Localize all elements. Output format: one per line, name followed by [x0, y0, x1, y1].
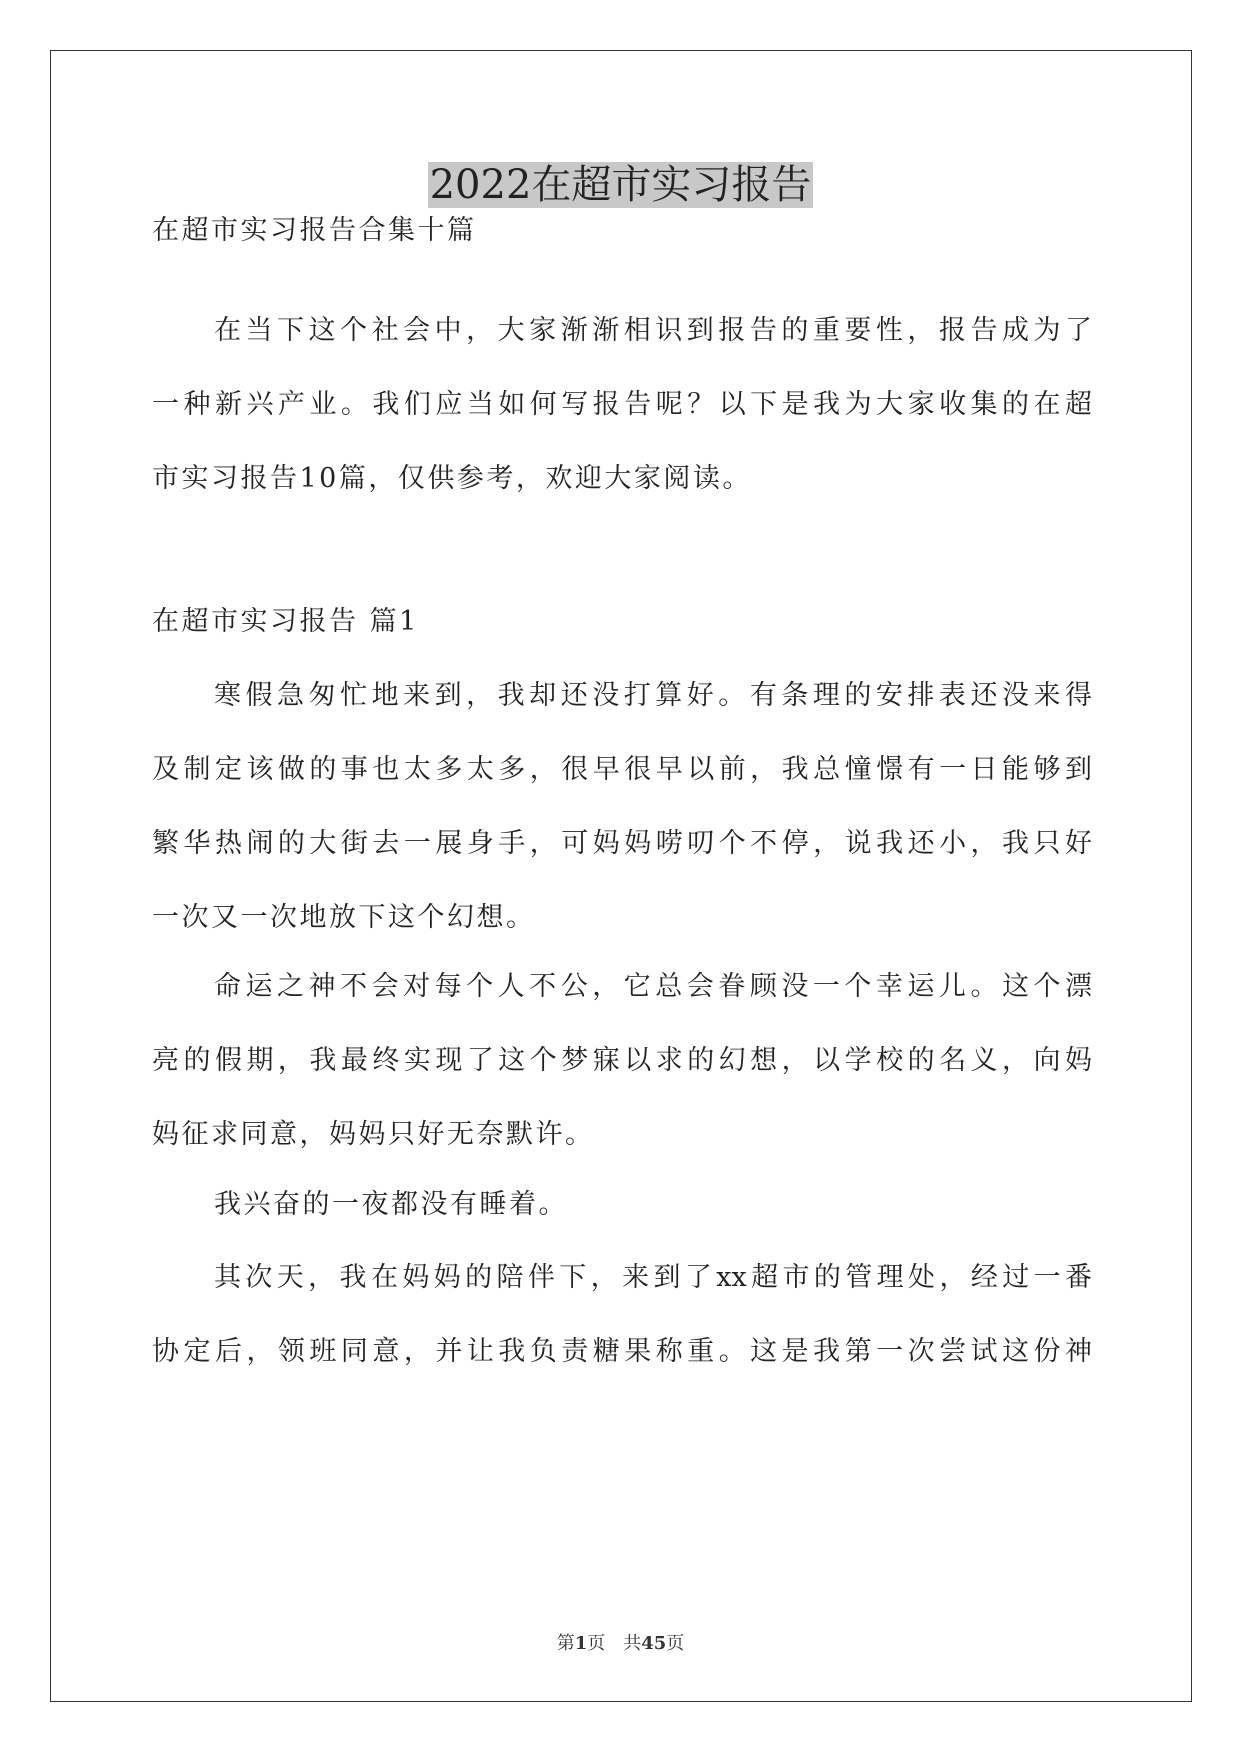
page-total: 45 — [641, 1633, 667, 1654]
paragraph-line: 繁华热闹的大街去一展身手，可妈妈唠叨个不停，说我还小，我只好 — [152, 828, 1092, 859]
page-mid: 页 共 — [587, 1633, 642, 1654]
intro-line: 一种新兴产业。我们应当如何写报告呢？以下是我为大家收集的在超 — [152, 389, 1092, 420]
intro-line: 市实习报告10篇，仅供参考，欢迎大家阅读。 — [152, 463, 752, 494]
page-border — [50, 50, 1192, 1702]
paragraph-line: 及制定该做的事也太多太多，很早很早以前，我总憧憬有一日能够到 — [152, 754, 1092, 785]
paragraph-line: 协定后，领班同意，并让我负责糖果称重。这是我第一次尝试这份神 — [152, 1336, 1092, 1367]
document-subtitle: 在超市实习报告合集十篇 — [152, 215, 477, 246]
page-current: 1 — [574, 1633, 588, 1654]
paragraph-line: 其次天，我在妈妈的陪伴下，来到了xx超市的管理处，经过一番 — [214, 1262, 1092, 1293]
paragraph-line: 我兴奋的一夜都没有睡着。 — [214, 1189, 568, 1220]
paragraph-line: 一次又一次地放下这个幻想。 — [152, 902, 536, 933]
page-footer — [0, 1631, 1241, 1657]
paragraph-line: 亮的假期，我最终实现了这个梦寐以求的幻想，以学校的名义，向妈 — [152, 1045, 1092, 1076]
paragraph-line: 寒假急匆忙地来到，我却还没打算好。有条理的安排表还没来得 — [214, 680, 1092, 711]
page-suffix: 页 — [666, 1633, 685, 1654]
page-prefix: 第 — [556, 1633, 575, 1654]
section-heading: 在超市实习报告 篇1 — [152, 606, 419, 637]
paragraph-line: 妈征求同意，妈妈只好无奈默许。 — [152, 1119, 595, 1150]
paragraph-line: 命运之神不会对每个人不公，它总会眷顾没一个幸运儿。这个漂 — [214, 971, 1092, 1002]
document-title: 2022在超市实习报告 — [429, 162, 812, 208]
intro-line: 在当下这个社会中，大家渐渐相识到报告的重要性，报告成为了 — [214, 315, 1092, 346]
